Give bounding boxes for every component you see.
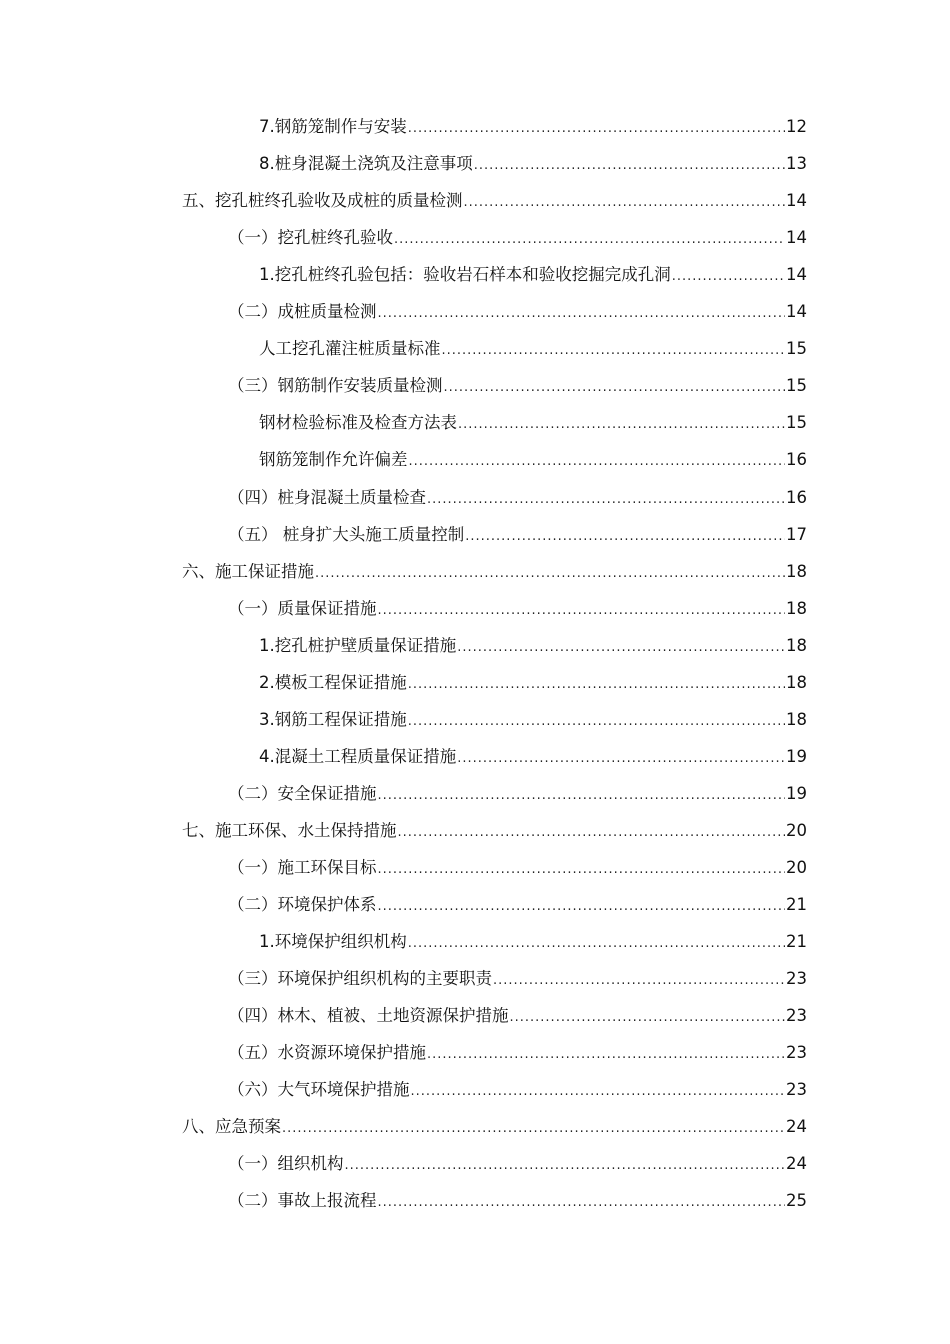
toc-entry[interactable] xyxy=(0,998,950,1035)
toc-entry-title: 钢材检验标准及检查方法表 xyxy=(259,413,457,433)
dot-leader xyxy=(427,1036,785,1073)
toc-entry[interactable] xyxy=(0,1183,950,1220)
toc-entry[interactable] xyxy=(0,628,950,665)
toc-entry[interactable] xyxy=(0,405,950,442)
toc-entry-title: 七、施工环保、水土保持措施 xyxy=(182,820,397,840)
toc-entry[interactable] xyxy=(0,887,950,924)
toc-entry-title: 钢筋笼制作允许偏差 xyxy=(259,450,408,470)
toc-entry-line xyxy=(0,886,950,925)
toc-entry-page-number: 14 xyxy=(786,302,807,322)
toc-entry-page-number: 18 xyxy=(786,598,807,618)
toc-entry-title: （六）大气环境保护措施 xyxy=(228,1080,410,1100)
toc-entry[interactable] xyxy=(0,220,950,257)
toc-entry[interactable] xyxy=(0,924,950,961)
toc-entry-title: （一）施工环保目标 xyxy=(228,857,377,877)
dot-leader xyxy=(378,777,786,814)
toc-entry-title: 1.环境保护组织机构 xyxy=(259,932,407,952)
dot-leader xyxy=(672,258,785,295)
toc-entry-line xyxy=(0,293,950,332)
toc-entry-page-number: 18 xyxy=(786,635,807,655)
toc-entry[interactable] xyxy=(0,702,950,739)
toc-entry-page-number: 23 xyxy=(786,1080,807,1100)
toc-entry-title: （三）环境保护组织机构的主要职责 xyxy=(228,969,492,989)
toc-entry-page-number: 21 xyxy=(786,932,807,952)
toc-entry-title: （二）事故上报流程 xyxy=(228,1191,377,1211)
toc-entry-page-number: 21 xyxy=(786,895,807,915)
toc-entry-page-number: 15 xyxy=(786,413,807,433)
toc-entry-line xyxy=(0,1145,950,1184)
toc-entry-page-number: 23 xyxy=(786,1043,807,1063)
toc-entry-line xyxy=(0,404,950,443)
toc-entry-page-number: 13 xyxy=(786,154,807,174)
toc-entry-line xyxy=(0,775,950,814)
toc-entry-page-number: 20 xyxy=(786,820,807,840)
toc-entry-page-number: 12 xyxy=(786,117,807,137)
toc-entry-title: 人工挖孔灌注桩质量标准 xyxy=(259,339,441,359)
toc-entry-line xyxy=(0,330,950,369)
toc-entry-line xyxy=(0,960,950,999)
toc-entry-line xyxy=(0,1034,950,1073)
toc-entry[interactable] xyxy=(0,665,950,702)
toc-entry-line xyxy=(0,701,950,740)
dot-leader xyxy=(457,629,785,666)
toc-entry-line xyxy=(0,590,950,629)
toc-entry[interactable] xyxy=(0,1146,950,1183)
toc-entry-title: （二）成桩质量检测 xyxy=(228,302,377,322)
toc-entry-title: （一）组织机构 xyxy=(228,1154,344,1174)
toc-entry[interactable] xyxy=(0,294,950,331)
toc-entry-line xyxy=(0,812,950,851)
toc-entry-title: 八、应急预案 xyxy=(182,1117,281,1137)
toc-entry[interactable] xyxy=(0,961,950,998)
toc-entry-line xyxy=(0,997,950,1036)
toc-entry-title: 五、挖孔桩终孔验收及成桩的质量检测 xyxy=(182,191,463,211)
dot-leader xyxy=(409,443,786,480)
toc-entry-page-number: 24 xyxy=(786,1154,807,1174)
toc-entry-line xyxy=(0,1071,950,1110)
toc-entry-line xyxy=(0,219,950,258)
toc-entry-line xyxy=(0,441,950,480)
dot-leader xyxy=(315,555,785,592)
dot-leader xyxy=(408,703,785,740)
toc-entry-page-number: 17 xyxy=(786,524,807,544)
dot-leader xyxy=(378,295,786,332)
toc-entry-title: （二）安全保证措施 xyxy=(228,783,377,803)
toc-entry-page-number: 19 xyxy=(786,783,807,803)
table-of-contents xyxy=(0,109,950,1220)
dot-leader xyxy=(474,147,785,184)
toc-entry-title: （一）挖孔桩终孔验收 xyxy=(228,228,393,248)
toc-entry-title: （四）桩身混凝土质量检查 xyxy=(228,487,426,507)
toc-entry-page-number: 14 xyxy=(786,191,807,211)
toc-entry-page-number: 18 xyxy=(786,561,807,581)
toc-entry-title: 1.挖孔桩终孔验包括：验收岩石样本和验收挖掘完成孔洞 xyxy=(259,265,671,285)
toc-entry-line xyxy=(0,516,950,555)
toc-entry-line xyxy=(0,923,950,962)
toc-entry[interactable] xyxy=(0,442,950,479)
toc-entry[interactable] xyxy=(0,146,950,183)
toc-entry-line xyxy=(0,664,950,703)
toc-entry[interactable] xyxy=(0,850,950,887)
toc-entry-line xyxy=(0,1182,950,1221)
toc-entry-line xyxy=(0,182,950,221)
dot-leader xyxy=(444,369,786,406)
dot-leader xyxy=(345,1147,786,1184)
toc-entry-page-number: 25 xyxy=(786,1191,807,1211)
toc-entry-page-number: 18 xyxy=(786,672,807,692)
toc-entry[interactable] xyxy=(0,183,950,220)
toc-entry-line xyxy=(0,1108,950,1147)
toc-entry-title: （一）质量保证措施 xyxy=(228,598,377,618)
toc-entry-line xyxy=(0,553,950,592)
toc-entry-line xyxy=(0,256,950,295)
toc-entry-page-number: 20 xyxy=(786,857,807,877)
dot-leader xyxy=(394,221,785,258)
dot-leader xyxy=(493,962,785,999)
toc-entry-page-number: 18 xyxy=(786,709,807,729)
toc-entry[interactable] xyxy=(0,739,950,776)
toc-entry[interactable] xyxy=(0,479,950,516)
toc-entry[interactable] xyxy=(0,591,950,628)
toc-entry-title: 六、施工保证措施 xyxy=(182,561,314,581)
toc-entry[interactable] xyxy=(0,331,950,368)
dot-leader xyxy=(378,592,786,629)
dot-leader xyxy=(457,740,785,777)
toc-entry[interactable] xyxy=(0,257,950,294)
dot-leader xyxy=(411,1073,786,1110)
toc-entry-title: 8.桩身混凝土浇筑及注意事项 xyxy=(259,154,473,174)
toc-entry-page-number: 15 xyxy=(786,339,807,359)
toc-entry[interactable] xyxy=(0,368,950,405)
toc-entry[interactable] xyxy=(0,517,950,554)
toc-entry-title: （四）林木、植被、土地资源保护措施 xyxy=(228,1006,509,1026)
toc-entry[interactable] xyxy=(0,813,950,850)
dot-leader xyxy=(282,1110,785,1147)
dot-leader xyxy=(465,518,785,555)
toc-entry-title: 3.钢筋工程保证措施 xyxy=(259,709,407,729)
dot-leader xyxy=(442,332,786,369)
toc-entry-line xyxy=(0,479,950,518)
toc-entry[interactable] xyxy=(0,554,950,591)
toc-entry-page-number: 14 xyxy=(786,228,807,248)
dot-leader xyxy=(464,184,786,221)
toc-entry[interactable] xyxy=(0,1035,950,1072)
dot-leader xyxy=(510,999,786,1036)
dot-leader xyxy=(408,666,785,703)
toc-entry-title: 1.挖孔桩护壁质量保证措施 xyxy=(259,635,457,655)
dot-leader xyxy=(398,814,786,851)
toc-entry-page-number: 16 xyxy=(786,450,807,470)
toc-entry-page-number: 14 xyxy=(786,265,807,285)
toc-entry-page-number: 15 xyxy=(786,376,807,396)
toc-entry[interactable] xyxy=(0,776,950,813)
dot-leader xyxy=(378,888,786,925)
toc-entry-page-number: 23 xyxy=(786,969,807,989)
toc-entry-line xyxy=(0,367,950,406)
toc-entry-title: 4.混凝土工程质量保证措施 xyxy=(259,746,457,766)
toc-entry-title: （五） 桩身扩大头施工质量控制 xyxy=(228,524,465,544)
toc-entry-page-number: 23 xyxy=(786,1006,807,1026)
toc-entry-line xyxy=(0,849,950,888)
toc-entry-line xyxy=(0,108,950,147)
toc-entry-title: （五）水资源环境保护措施 xyxy=(228,1043,426,1063)
toc-entry-title: （三）钢筋制作安装质量检测 xyxy=(228,376,443,396)
toc-entry-line xyxy=(0,627,950,666)
dot-leader xyxy=(427,481,785,518)
toc-entry-page-number: 16 xyxy=(786,487,807,507)
toc-entry-title: 2.模板工程保证措施 xyxy=(259,672,407,692)
toc-entry-title: 7.钢筋笼制作与安装 xyxy=(259,117,407,137)
dot-leader xyxy=(408,925,785,962)
toc-entry-page-number: 24 xyxy=(786,1117,807,1137)
toc-entry-page-number: 19 xyxy=(786,746,807,766)
toc-entry[interactable] xyxy=(0,1072,950,1109)
dot-leader xyxy=(378,1184,786,1221)
toc-entry-line xyxy=(0,738,950,777)
toc-entry-title: （二）环境保护体系 xyxy=(228,895,377,915)
toc-entry[interactable] xyxy=(0,109,950,146)
toc-entry-line xyxy=(0,145,950,184)
dot-leader xyxy=(408,110,785,147)
dot-leader xyxy=(458,406,785,443)
dot-leader xyxy=(378,851,786,888)
toc-entry[interactable] xyxy=(0,1109,950,1146)
